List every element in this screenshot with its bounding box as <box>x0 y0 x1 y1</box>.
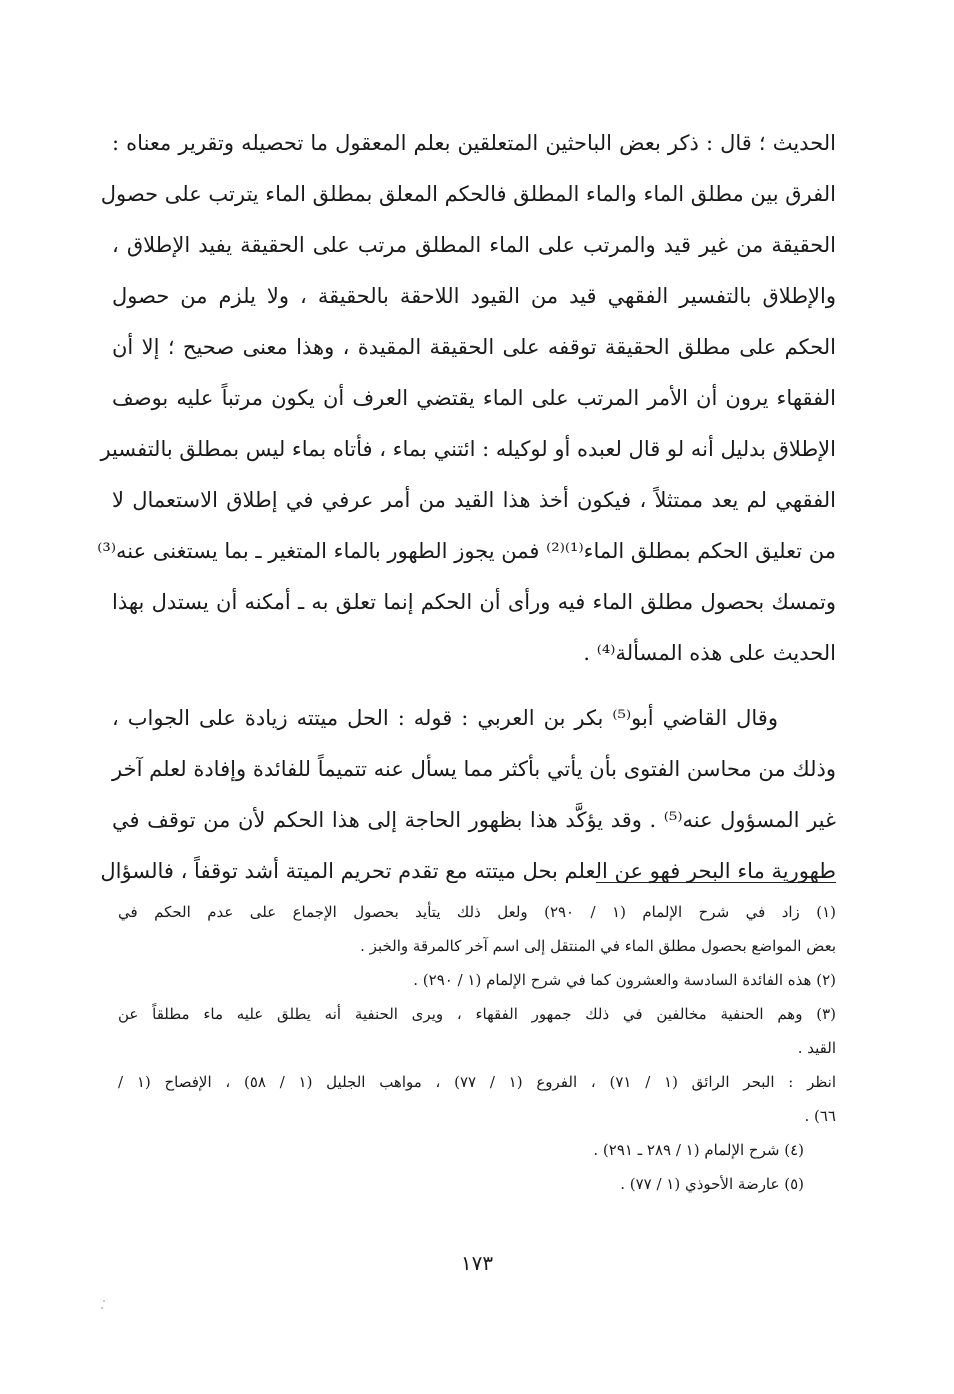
text-line: الحديث على هذه المسألة⁽⁴⁾ . <box>583 641 836 665</box>
text-line: الفرق بين مطلق الماء والماء المطلق فالحكم المعلق بمطلق الماء يترتب على حصول <box>100 182 836 206</box>
text-line: الفقهي لم يعد ممتثلاً ، فيكون أخذ هذا القيد من أمر عرفي في إطلاق الاستعمال لا <box>112 488 837 512</box>
text-line: الفقهاء يرون أن الأمر المرتب على الماء يقتضي العرف أن يكون مرتباً عليه بوصف <box>112 386 836 410</box>
footnotes <box>118 895 836 1201</box>
text-line: وقال القاضي أبو⁽⁵⁾ بكر بن العربي : قوله : الحل ميتته زيادة على الجواب ، <box>112 706 778 730</box>
text-line: غير المسؤول عنه⁽⁵⁾ . وقد يؤكَّد هذا بظهور الحاجة إلى هذا الحكم لأن من توقف في <box>112 808 836 832</box>
text-line: الإطلاق بدليل أنه لو قال لعبده أو لوكيله : ائتني بماء ، فأتاه بماء ليس بمطلق بالتفسير <box>100 437 836 461</box>
footnote-3-references-continued: ٦٦) . <box>804 1107 836 1125</box>
footnote-4: (٤) شرح الإلمام (١ / ٢٨٩ ـ ٢٩١) . <box>593 1141 804 1159</box>
text-line: وذلك من محاسن الفتوى بأن يأتي بأكثر مما يسأل عنه تتميماً للفائدة وإفادة لعلم آخر <box>112 757 836 781</box>
footnote-3-continued: القيد . <box>797 1039 836 1057</box>
footnote-3-references: انظر : البحر الرائق (١ / ٧١) ، الفروع (١ / ٧٧) ، مواهب الجليل (١ / ٥٨) ، الإفصاح (١ / <box>118 1073 836 1091</box>
footnote-2: (٢) هذه الفائدة السادسة والعشرون كما في شرح الإلمام (١ / ٢٩٠) . <box>413 971 836 989</box>
text-line: الحديث ؛ قال : ذكر بعض الباحثين المتعلقين بعلم المعقول ما تحصيله وتقرير معناه : <box>112 131 836 155</box>
scan-speck <box>103 1300 105 1302</box>
text-line: طهورية ماء البحر فهو عن العلم بحل ميتته مع تقدم تحريم الميتة أشد توقفاً ، فالسؤال <box>100 859 836 883</box>
text-line: الحقيقة من غير قيد والمرتب على الماء المطلق مرتب على الحقيقة يفيد الإطلاق ، <box>112 233 836 257</box>
footnote-5: (٥) عارضة الأحوذي (١ / ٧٧) . <box>620 1175 804 1193</box>
footnote-separator <box>596 882 836 883</box>
main-text <box>97 118 837 897</box>
text-line: والإطلاق بالتفسير الفقهي قيد من القيود اللاحقة بالحقيقة ، ولا يلزم من حصول <box>112 284 836 308</box>
footnote-3: (٣) وهم الحنفية مخالفين في ذلك جمهور الفقهاء ، ويرى الحنفية أنه يطلق عليه ماء مطلقاً عن <box>118 1005 836 1023</box>
footnote-1-continued: بعض المواضع بحصول مطلق الماء في المنتقل إلى اسم آخر كالمرقة والخبز . <box>360 937 836 955</box>
scan-speck <box>101 1307 103 1309</box>
page-number: ١٧٣ <box>460 1251 494 1275</box>
text-line: وتمسك بحصول مطلق الماء فيه ورأى أن الحكم إنما تعلق به ـ أمكنه أن يستدل بهذا <box>112 590 836 614</box>
footnote-1: (١) زاد في شرح الإلمام (١ / ٢٩٠) ولعل ذلك يتأيد بحصول الإجماع على عدم الحكم في <box>118 903 836 921</box>
text-line: الحكم على مطلق الحقيقة توقفه على الحقيقة المقيدة ، وهذا معنى صحيح ؛ إلا أن <box>112 335 836 359</box>
text-line: من تعليق الحكم بمطلق الماء⁽¹⁾⁽²⁾ فمن يجوز الطهور بالماء المتغير ـ بما يستغنى عنه⁽³⁾ <box>97 539 836 563</box>
paragraph-gap <box>112 679 836 693</box>
